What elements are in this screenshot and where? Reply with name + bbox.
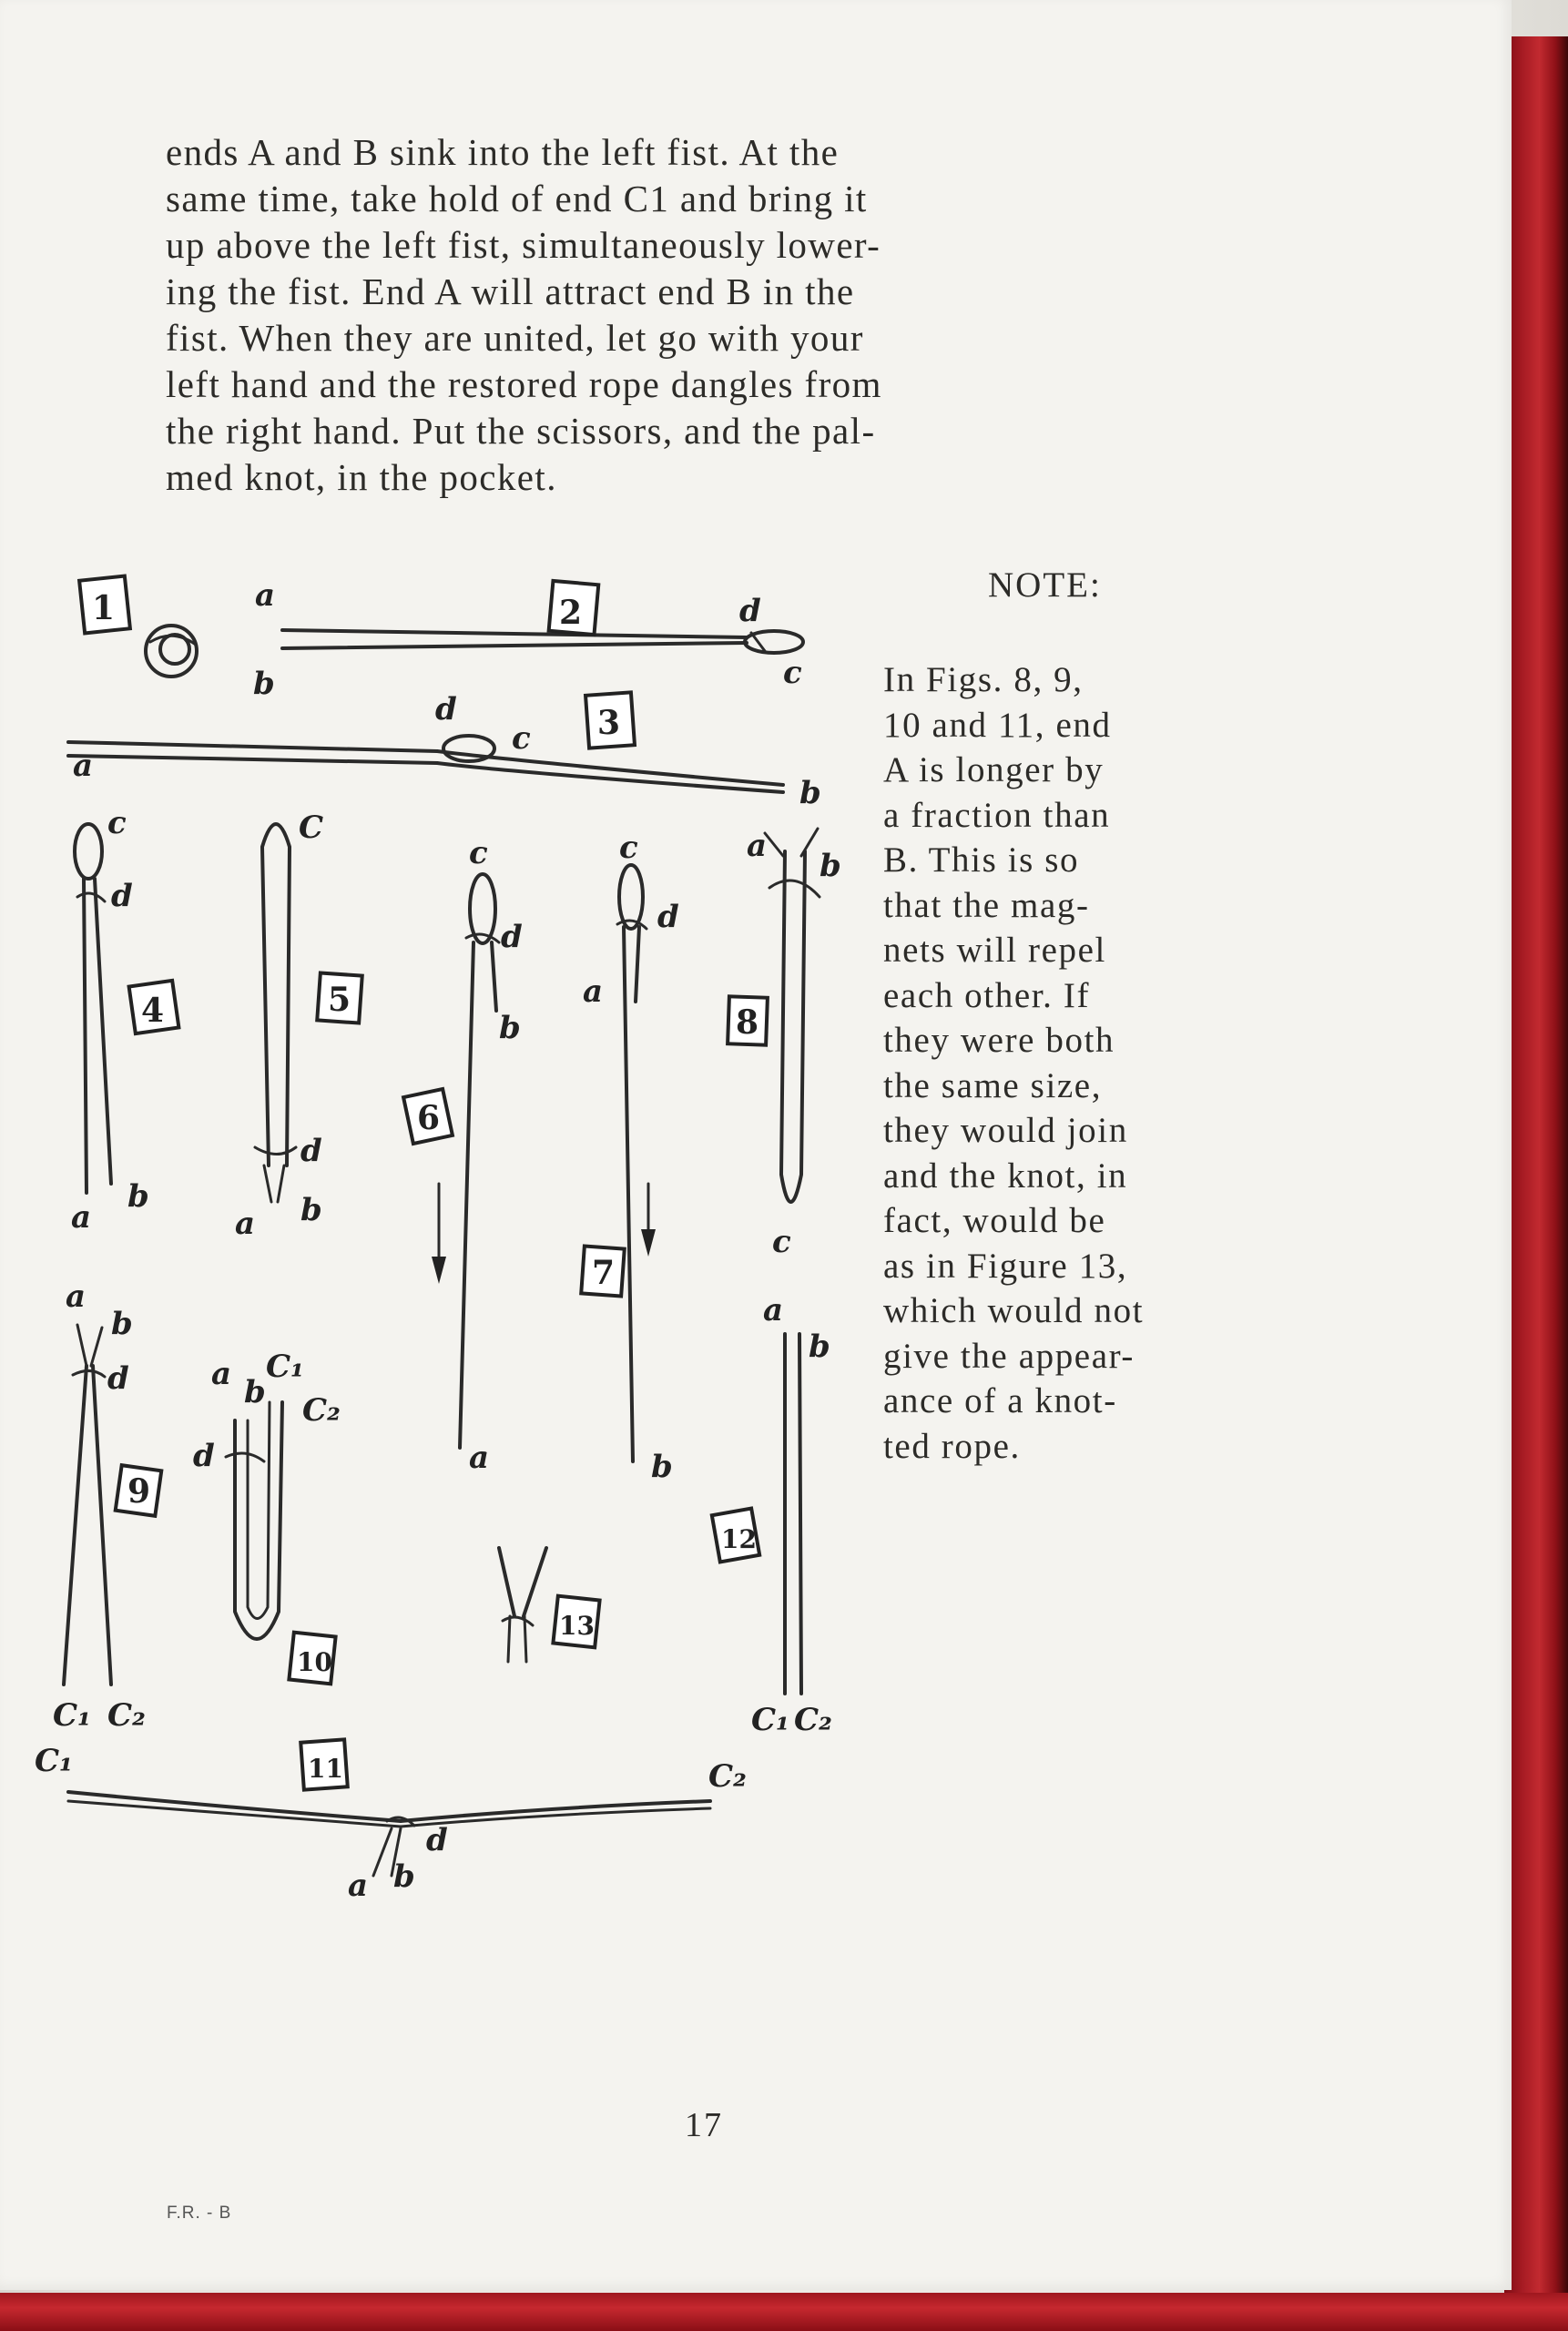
- figure-10: [193, 1349, 341, 1684]
- label-f11-d: d: [426, 1822, 448, 1858]
- note-line: they would join: [883, 1111, 1128, 1150]
- page-number: 17: [685, 2106, 723, 2144]
- label-f3-b: b: [799, 775, 821, 811]
- label-f10-b: b: [244, 1374, 266, 1410]
- label-f3-a: a: [73, 748, 94, 784]
- label-f8-a: a: [747, 828, 768, 864]
- body-line: up above the left fist, simultaneously lower-: [166, 224, 881, 266]
- note-heading: NOTE:: [988, 565, 1102, 605]
- figure-9-tag: 9: [127, 1472, 151, 1511]
- figure-13: [499, 1548, 600, 1662]
- label-f9-c2: C₂: [107, 1697, 146, 1734]
- body-line: same time, take hold of end C1 and bring it: [166, 178, 868, 219]
- printer-signature-mark: F.R. - B: [167, 2204, 232, 2223]
- figure-1: [79, 576, 275, 702]
- figure-5: [235, 809, 362, 1242]
- note-line: B. This is so: [883, 840, 1080, 880]
- note-line: the same size,: [883, 1065, 1103, 1105]
- book-cover-edge-right: [1504, 36, 1568, 2331]
- figure-10-tag: 10: [297, 1647, 332, 1677]
- label-f12-c2: C₂: [794, 1702, 832, 1738]
- label-f9-a: a: [66, 1278, 87, 1315]
- figure-7-tag: 7: [592, 1254, 616, 1292]
- body-line: fist. When they are united, let go with your: [166, 317, 864, 359]
- figure-5-tag: 5: [328, 981, 351, 1019]
- figure-6-tag: 6: [417, 1099, 441, 1137]
- label-f2-c: c: [783, 655, 802, 691]
- label-f8-c: c: [772, 1224, 791, 1260]
- label-f8-b: b: [820, 848, 841, 884]
- label-f11-c1: C₁: [35, 1743, 73, 1779]
- label-f12-b: b: [809, 1328, 830, 1365]
- note-line: 10 and 11, end: [883, 705, 1112, 745]
- label-f10-c1: C₁: [266, 1349, 304, 1385]
- figure-13-tag: 13: [559, 1611, 595, 1641]
- figure-3-tag: 3: [597, 704, 621, 742]
- label-f1-a: a: [255, 577, 276, 614]
- label-f7-b: b: [651, 1449, 673, 1485]
- label-f3-c: c: [512, 720, 531, 757]
- label-f5-a: a: [235, 1206, 256, 1242]
- label-f4-c: c: [107, 805, 127, 841]
- figure-12-tag: 12: [721, 1524, 757, 1554]
- label-f6-d: d: [501, 919, 523, 955]
- figure-6: [403, 835, 523, 1476]
- note-line: a fraction than: [883, 795, 1111, 835]
- label-f9-b: b: [111, 1306, 133, 1342]
- label-f10-d: d: [193, 1438, 215, 1474]
- label-f7-d: d: [657, 899, 679, 935]
- figure-1-tag: 1: [92, 589, 116, 627]
- figure-4-tag: 4: [141, 992, 165, 1030]
- figure-12: [712, 1292, 832, 1738]
- label-f11-c2: C₂: [708, 1758, 747, 1795]
- note-line: which would not: [883, 1291, 1145, 1330]
- label-f6-a: a: [469, 1440, 490, 1476]
- note-paragraph: [883, 657, 1266, 1469]
- label-f7-a: a: [583, 973, 604, 1010]
- note-line: A is longer by: [883, 750, 1105, 789]
- label-f6-b: b: [499, 1010, 521, 1046]
- note-line: give the appear-: [883, 1336, 1135, 1376]
- note-line: that the mag-: [883, 885, 1090, 925]
- note-line: In Figs. 8, 9,: [883, 660, 1084, 699]
- label-f9-c1: C₁: [53, 1697, 91, 1734]
- book-cover-edge-bottom: [0, 2293, 1568, 2331]
- note-line: fact, would be: [883, 1201, 1106, 1240]
- body-line: left hand and the restored rope dangles from: [166, 363, 882, 405]
- figure-3: [68, 691, 821, 811]
- label-f9-d: d: [107, 1360, 129, 1397]
- body-line: ing the fist. End A will attract end B in the: [166, 270, 855, 312]
- note-line: each other. If: [883, 975, 1091, 1015]
- figure-8-tag: 8: [736, 1003, 759, 1042]
- label-f2-d: d: [739, 593, 761, 629]
- note-line: ance of a knot-: [883, 1381, 1117, 1420]
- note-line: nets will repel: [883, 931, 1106, 970]
- label-f7-c: c: [619, 830, 638, 866]
- label-f12-a: a: [763, 1292, 784, 1328]
- label-f4-d: d: [111, 878, 133, 914]
- note-line: as in Figure 13,: [883, 1246, 1128, 1286]
- body-line: med knot, in the pocket.: [166, 456, 557, 498]
- figure-2-tag: 2: [559, 594, 583, 632]
- body-line: ends A and B sink into the left fist. At the: [166, 131, 840, 173]
- label-f5-c: C: [299, 809, 324, 846]
- figure-11: [35, 1739, 747, 1904]
- label-f1-b: b: [253, 666, 275, 702]
- label-f12-c1: C₁: [751, 1702, 789, 1738]
- body-line: the right hand. Put the scissors, and the pal-: [166, 410, 876, 452]
- label-f4-b: b: [127, 1178, 149, 1215]
- label-f10-a: a: [211, 1356, 232, 1392]
- label-f3-d: d: [435, 691, 457, 728]
- figure-11-tag: 11: [308, 1754, 343, 1784]
- label-f5-d: d: [300, 1133, 322, 1169]
- figure-9: [53, 1278, 161, 1734]
- label-f11-b: b: [393, 1858, 415, 1895]
- label-f5-b: b: [300, 1192, 322, 1228]
- label-f10-c2: C₂: [302, 1392, 341, 1429]
- label-f11-a: a: [348, 1868, 369, 1904]
- note-line: they were both: [883, 1021, 1115, 1060]
- figure-4: [71, 805, 178, 1236]
- note-line: and the knot, in: [883, 1155, 1128, 1196]
- figure-2: [282, 581, 803, 691]
- label-f4-a: a: [71, 1199, 92, 1236]
- figure-7: [581, 830, 679, 1485]
- label-f6-c: c: [469, 835, 488, 871]
- figure-8: [728, 828, 841, 1260]
- note-line: ted rope.: [883, 1426, 1021, 1466]
